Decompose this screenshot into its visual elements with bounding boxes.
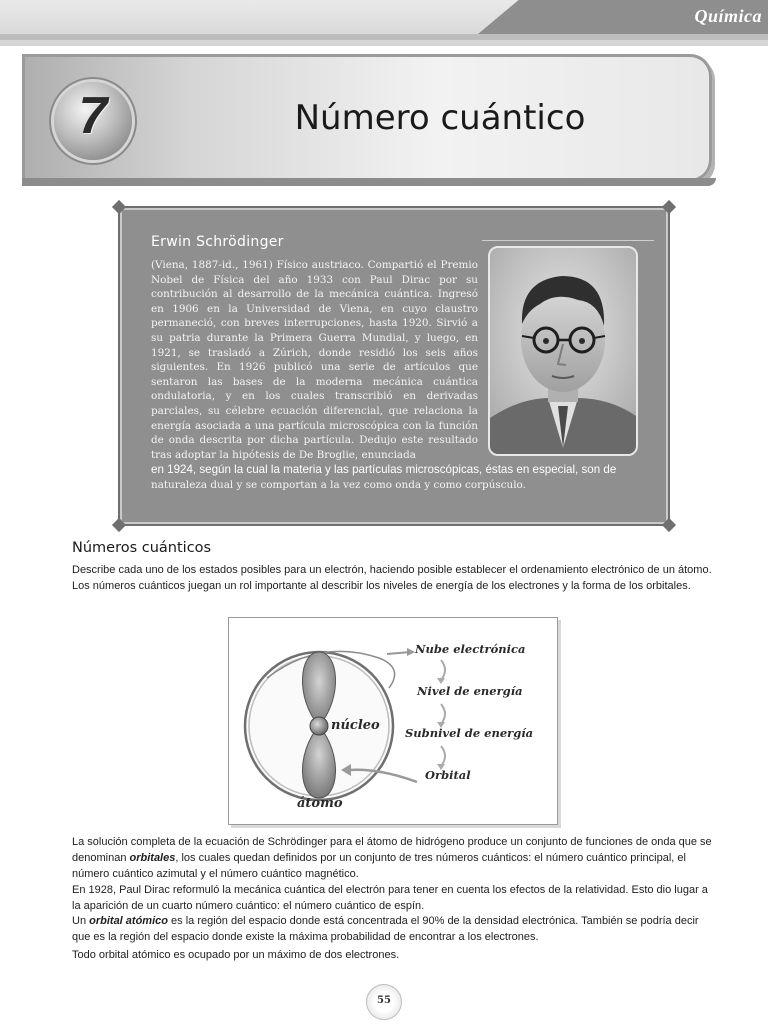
arrow-orbital xyxy=(441,746,445,766)
page-header xyxy=(0,0,768,46)
subject-label: Química xyxy=(694,6,762,26)
text-run: La solución completa de la ecuación de Schrödinger para el átomo de hidrógeno produce un conjunto de funciones de onda que se denominan xyxy=(72,836,712,864)
label-orbital: Orbital xyxy=(425,768,471,782)
portrait-photo xyxy=(488,246,638,456)
biography-line: en 1924, según la cual la materia y las partículas microscópicas, éstas en especial, son de xyxy=(151,463,617,476)
atom-diagram xyxy=(228,617,558,825)
portrait-image xyxy=(490,248,636,454)
chapter-number-badge xyxy=(54,82,132,160)
label-subnivel: Subnivel de energía xyxy=(405,726,534,740)
text-run: Un xyxy=(72,915,90,927)
term-orbitales: orbitales xyxy=(129,852,176,864)
chapter-title: Número cuántico xyxy=(294,98,586,138)
header-rule xyxy=(0,34,768,40)
corner-ornament xyxy=(662,518,676,532)
label-nube: Nube electrónica xyxy=(415,642,526,656)
page-number-badge xyxy=(366,984,402,1020)
paragraph-orbital-atomico xyxy=(72,913,714,945)
label-nivel: Nivel de energía xyxy=(417,684,523,698)
text-run: es la región del espacio donde está concentrada el 90% de la densidad electrónica. También se podría decir que es la región del espacio donde existe la máxima probabilidad de encontrar a los electrones. xyxy=(72,915,699,943)
biography-text: (Viena, 1887-id., 1961) Físico austriaco. Compartió el Premio Nobel de Física del año 1933 con Paul Dirac por su contribución al desarrollo de la mecánica cuántica. Ingresó en 1906 en la Universidad de Viena, en cuyo claustro permaneció, con breves interrupciones, hasta 1920. Sirvió a su patria durante la Primera Guerra Mundial, y luego, en 1921, se trasladó a Zúrich, donde residió los seis años siguientes. En 1926 publicó una serie de artículos que sentaron las bases de la moderna mecánica cuántica ondulatoria, y en los cuales transcribió en derivadas parciales, su célebre ecuación diferencial, que relaciona la energía asociada a una partícula microscópica con la función de onda descrita por dicha partícula. Dedujo este resultado tras adoptar la hipótesis de De Broglie, enunciada xyxy=(151,259,478,461)
biography-rule xyxy=(482,240,654,241)
section-intro: Describe cada uno de los estados posibles para un electrón, haciendo posible establecer el ordenamiento electrónico de un átomo. Los números cuánticos juegan un rol importante al describir los niveles de energía de los electrones y la forma de los orbitales. xyxy=(72,564,712,592)
biography-name: Erwin Schrödinger xyxy=(151,234,284,250)
corner-ornament xyxy=(112,518,126,532)
page-number: 55 xyxy=(377,995,391,1006)
section-title: Números cuánticos xyxy=(72,540,212,556)
label-nucleo: núcleo xyxy=(331,718,380,733)
label-atomo: átomo xyxy=(297,796,343,811)
paragraph-max-electrones: Todo orbital atómico es ocupado por un máximo de dos electrones. xyxy=(72,949,400,961)
biography-line: naturaleza dual y se comportan a la vez como onda y como corpúsculo. xyxy=(151,478,526,491)
nucleus xyxy=(310,717,328,735)
banner-shadow xyxy=(22,178,716,186)
biography-text-continued xyxy=(151,463,646,492)
paragraph-orbitales xyxy=(72,834,714,882)
arrow-subnivel xyxy=(441,704,445,724)
paragraph-dirac: En 1928, Paul Dirac reformuló la mecánica cuántica del electrón para tener en cuenta los efectos de la relatividad. Esto dio lugar a la aparición de un cuarto número cuántico: el número cuántico de espín. xyxy=(72,884,708,912)
corner-ornament xyxy=(112,200,126,214)
chapter-number: 7 xyxy=(78,87,108,145)
term-orbital-atomico: orbital atómico xyxy=(89,915,168,927)
corner-ornament xyxy=(662,200,676,214)
arrow-nivel xyxy=(441,660,445,680)
text-run: , los cuales quedan definidos por un conjunto de tres números cuánticos: el número cuántico principal, el número cuántico azimutal y el número cuántico magnético. xyxy=(72,852,686,880)
